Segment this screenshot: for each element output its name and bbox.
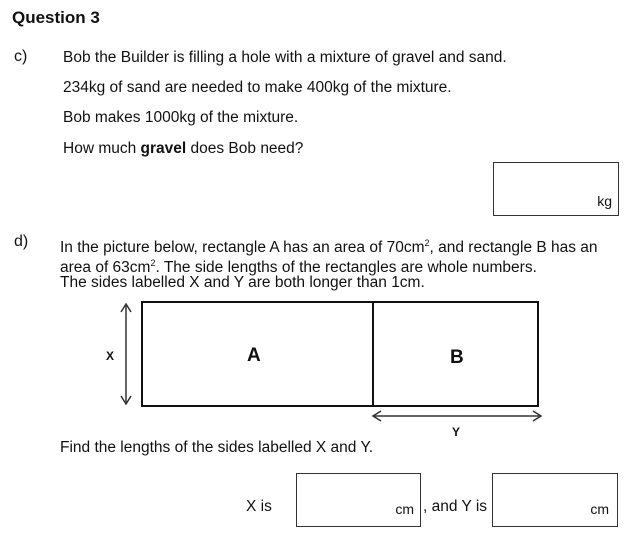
- gravel-answer-unit: kg: [597, 193, 612, 209]
- part-d-line-2-sup: 2: [150, 258, 156, 268]
- part-c-line-1: Bob the Builder is filling a hole with a mixture of gravel and sand.: [63, 49, 507, 66]
- part-d-line-2-a: area of 63cm: [60, 259, 151, 277]
- question-title: Question 3: [12, 8, 100, 27]
- y-answer-box[interactable]: [492, 473, 618, 527]
- part-d-question: Find the lengths of the sides labelled X and Y.: [60, 439, 374, 456]
- part-d-line-1-a: In the picture below, rectangle A has an area of 70cm: [60, 239, 425, 257]
- rectangle-b-label: B: [450, 347, 464, 368]
- part-c-line-2: 234kg of sand are needed to make 400kg of the mixture.: [63, 79, 452, 96]
- part-c-line-4-post: does Bob need?: [186, 140, 304, 157]
- gravel-answer-box[interactable]: [493, 162, 619, 216]
- rectangle-a: [141, 301, 374, 407]
- part-c-line-4: [63, 139, 303, 159]
- part-d-line-1-sup: 2: [424, 238, 430, 248]
- part-d-line-2-b: . The side lengths of the rectangles are whole numbers.: [155, 259, 537, 277]
- part-c-line-4-pre: How much: [63, 140, 141, 157]
- x-dimension-arrow: [116, 300, 136, 410]
- part-d-label: d): [14, 233, 29, 250]
- rectangle-a-label: A: [247, 345, 261, 366]
- y-dimension-label: Y: [452, 425, 461, 439]
- x-answer-unit: cm: [395, 501, 414, 517]
- y-answer-unit: cm: [590, 501, 609, 517]
- x-is-label: X is: [246, 498, 272, 515]
- part-d-line-1-b: , and rectangle B has an: [429, 239, 598, 257]
- part-c-gravel-emphasis: gravel: [140, 140, 187, 157]
- part-c-line-3: Bob makes 1000kg of the mixture.: [63, 109, 299, 126]
- part-d-line-3: The sides labelled X and Y are both longer than 1cm.: [60, 274, 425, 291]
- and-y-is-label: , and Y is: [423, 498, 488, 515]
- y-dimension-arrow: [370, 408, 545, 424]
- part-c-label: c): [14, 48, 28, 65]
- rectangle-b: [372, 301, 539, 407]
- x-answer-box[interactable]: [296, 473, 421, 527]
- x-dimension-label: X: [106, 349, 115, 363]
